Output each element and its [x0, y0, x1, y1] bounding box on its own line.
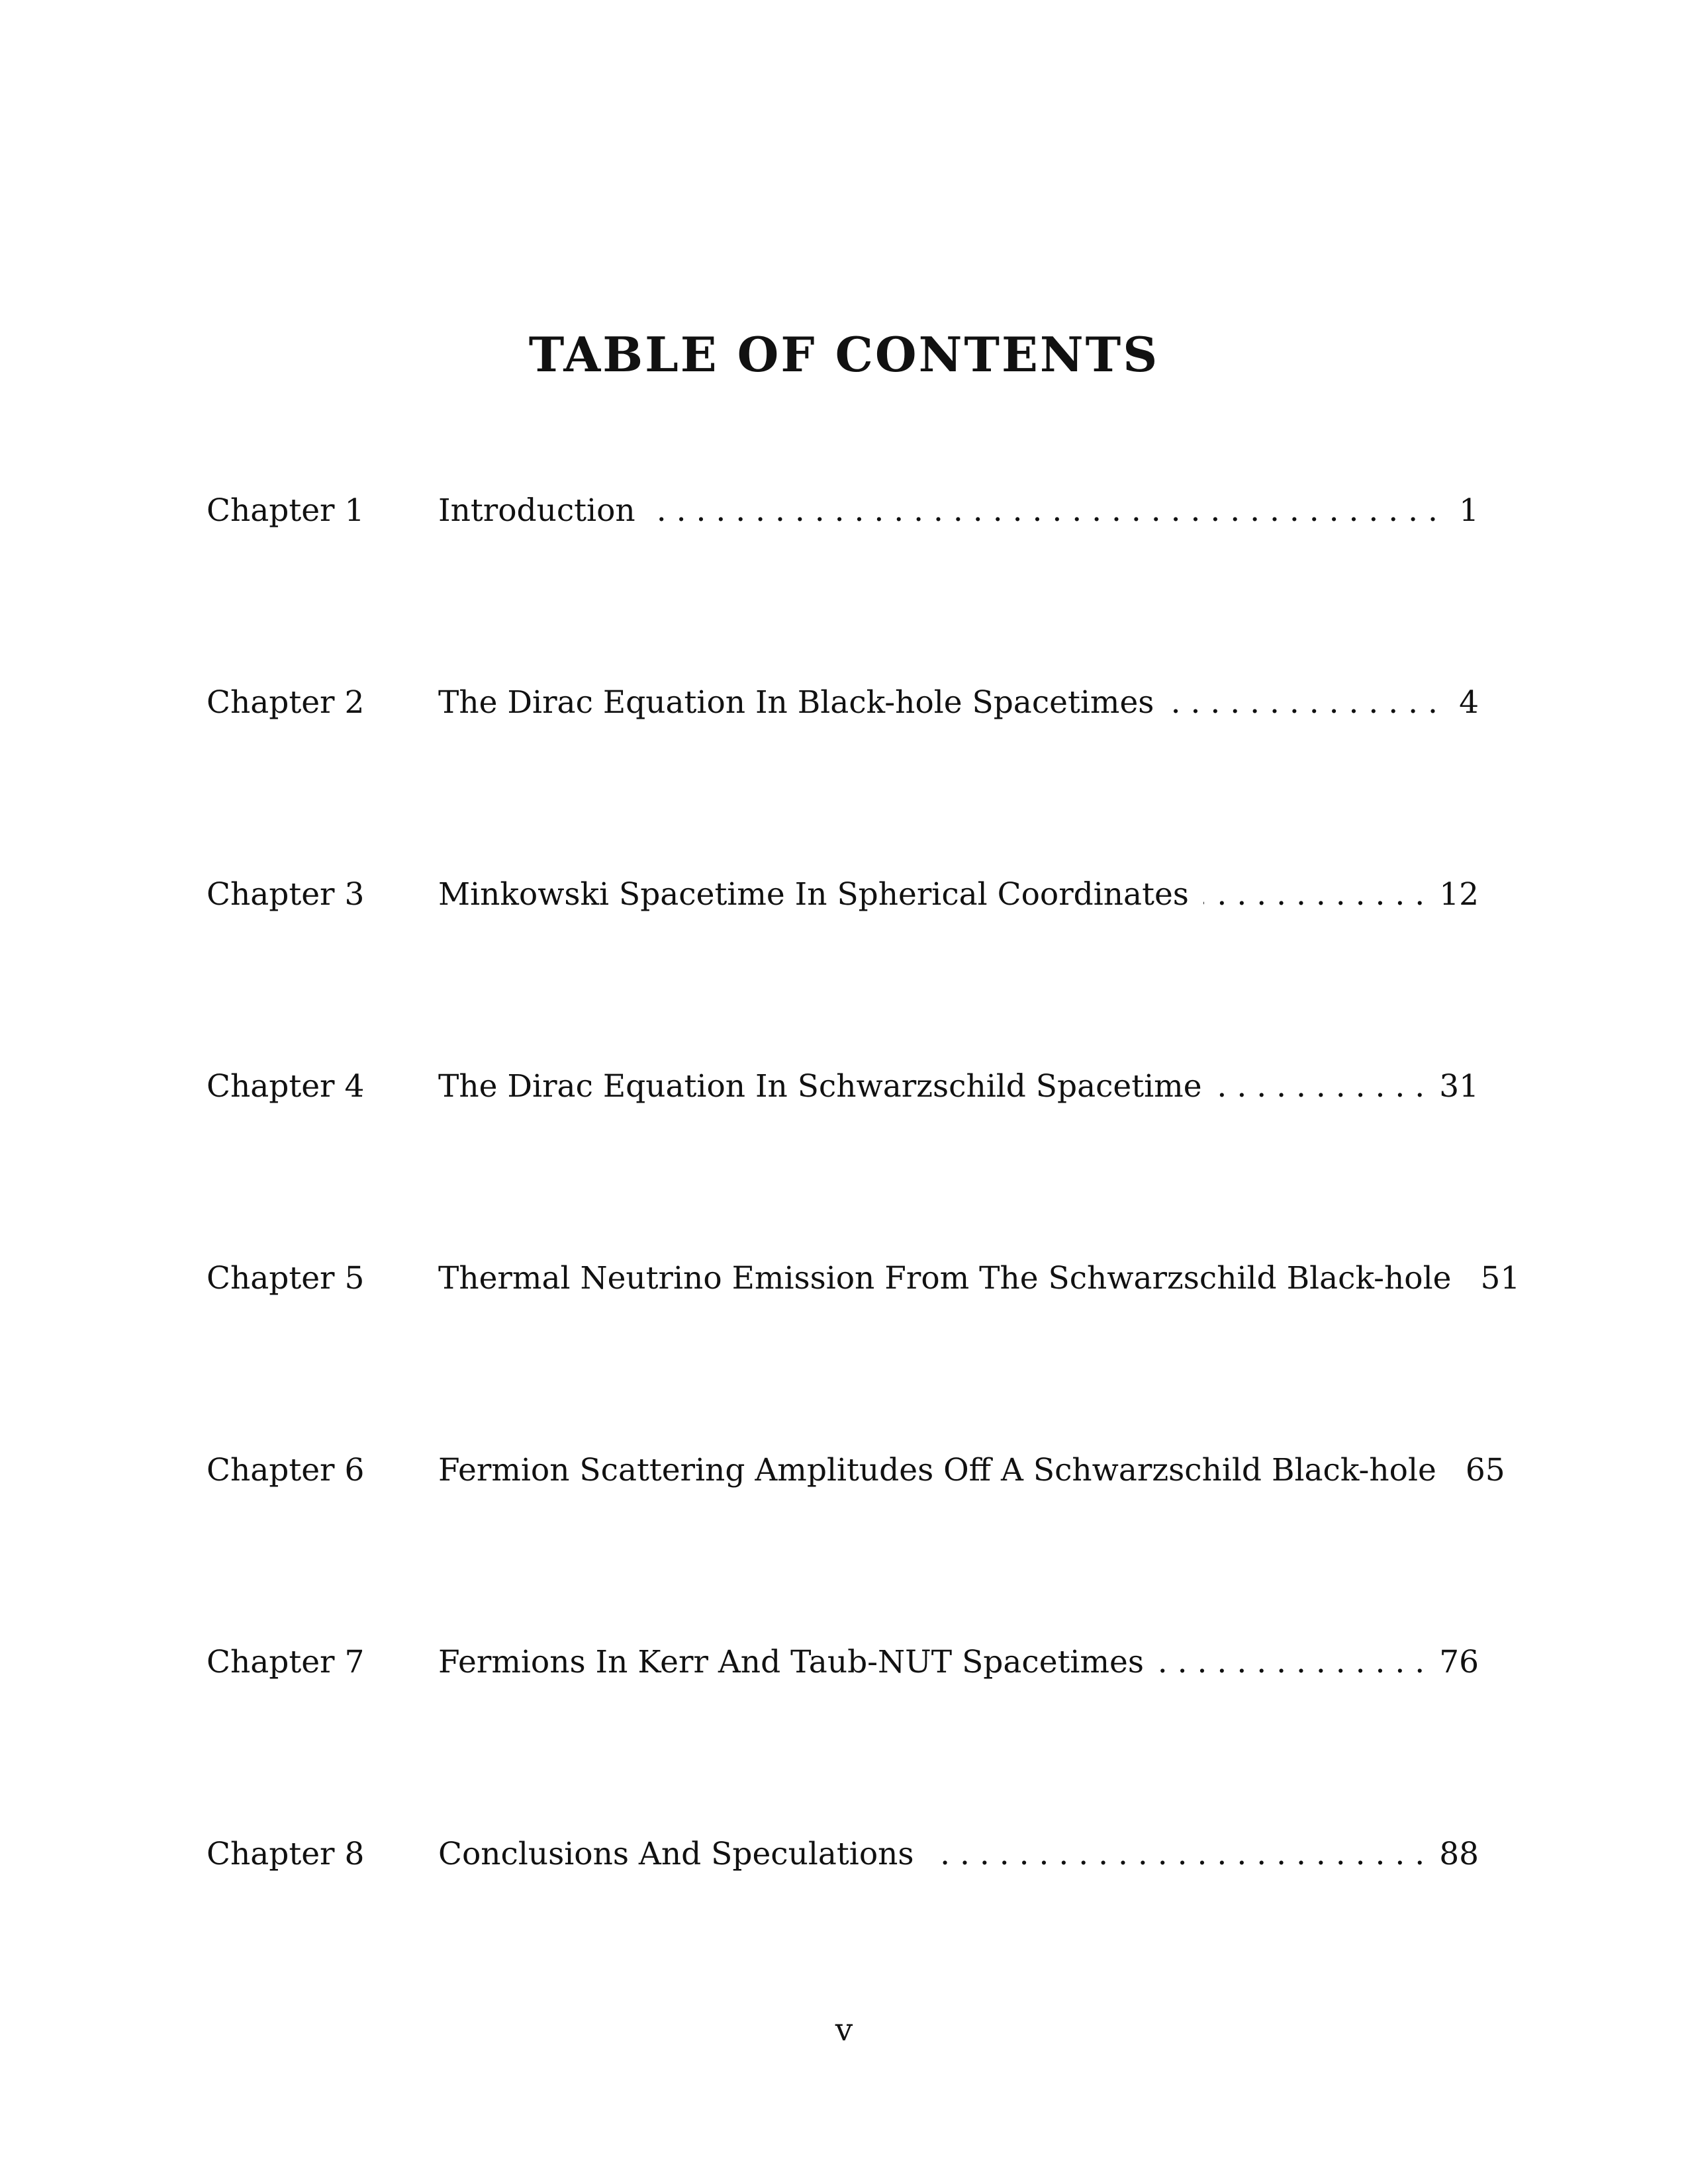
page-number: 1 [1459, 492, 1479, 529]
page-number: 4 [1459, 684, 1479, 721]
page-number: 65 [1465, 1452, 1505, 1488]
chapter-label: Chapter 2 [207, 684, 365, 721]
chapter-label: Chapter 7 [207, 1644, 365, 1680]
toc-entry-chapter-5[interactable] [207, 1257, 1521, 1449]
toc-entry-chapter-7[interactable] [207, 1641, 1479, 1833]
toc-entry-chapter-2[interactable] [207, 682, 1479, 874]
table-of-contents [207, 490, 1521, 2025]
chapter-title: Minkowski Spacetime In Spherical Coordinates [438, 876, 1189, 913]
chapter-label: Chapter 1 [207, 492, 365, 529]
chapter-title: Introduction [438, 492, 635, 529]
toc-entry-chapter-4[interactable] [207, 1066, 1479, 1257]
chapter-title: The Dirac Equation In Black-hole Spacetimes [438, 684, 1154, 721]
dot-leader [1217, 1066, 1425, 1108]
chapter-title: Conclusions And Speculations [438, 1836, 914, 1872]
chapter-title: The Dirac Equation In Schwarzschild Spacetime [438, 1068, 1202, 1105]
toc-entry-chapter-1[interactable] [207, 490, 1479, 682]
dot-leader [1158, 1641, 1425, 1684]
chapter-label: Chapter 5 [207, 1260, 365, 1297]
dot-leader [1203, 874, 1425, 916]
chapter-label: Chapter 4 [207, 1068, 365, 1105]
page-number: 12 [1439, 876, 1479, 913]
page-title: TABLE OF CONTENTS [528, 326, 1160, 383]
page-number: 51 [1480, 1260, 1521, 1297]
chapter-label: Chapter 8 [207, 1836, 365, 1872]
dot-leader [929, 1833, 1425, 1876]
page-number: 88 [1439, 1836, 1479, 1872]
chapter-title: Fermions In Kerr And Taub-NUT Spacetimes [438, 1644, 1144, 1680]
page-folio: v [835, 2012, 853, 2048]
toc-entry-chapter-6[interactable] [207, 1449, 1505, 1641]
dot-leader [1168, 682, 1438, 724]
chapter-label: Chapter 6 [207, 1452, 365, 1488]
chapter-title: Thermal Neutrino Emission From The Schwarzschild Black-hole [438, 1260, 1452, 1297]
toc-entry-chapter-8[interactable] [207, 1833, 1479, 2025]
chapter-title: Fermion Scattering Amplitudes Off A Schwarzschild Black-hole [438, 1452, 1436, 1488]
toc-entry-chapter-3[interactable] [207, 874, 1479, 1066]
dot-leader [650, 490, 1438, 532]
page-number: 31 [1439, 1068, 1479, 1105]
page-number: 76 [1439, 1644, 1479, 1680]
chapter-label: Chapter 3 [207, 876, 365, 913]
